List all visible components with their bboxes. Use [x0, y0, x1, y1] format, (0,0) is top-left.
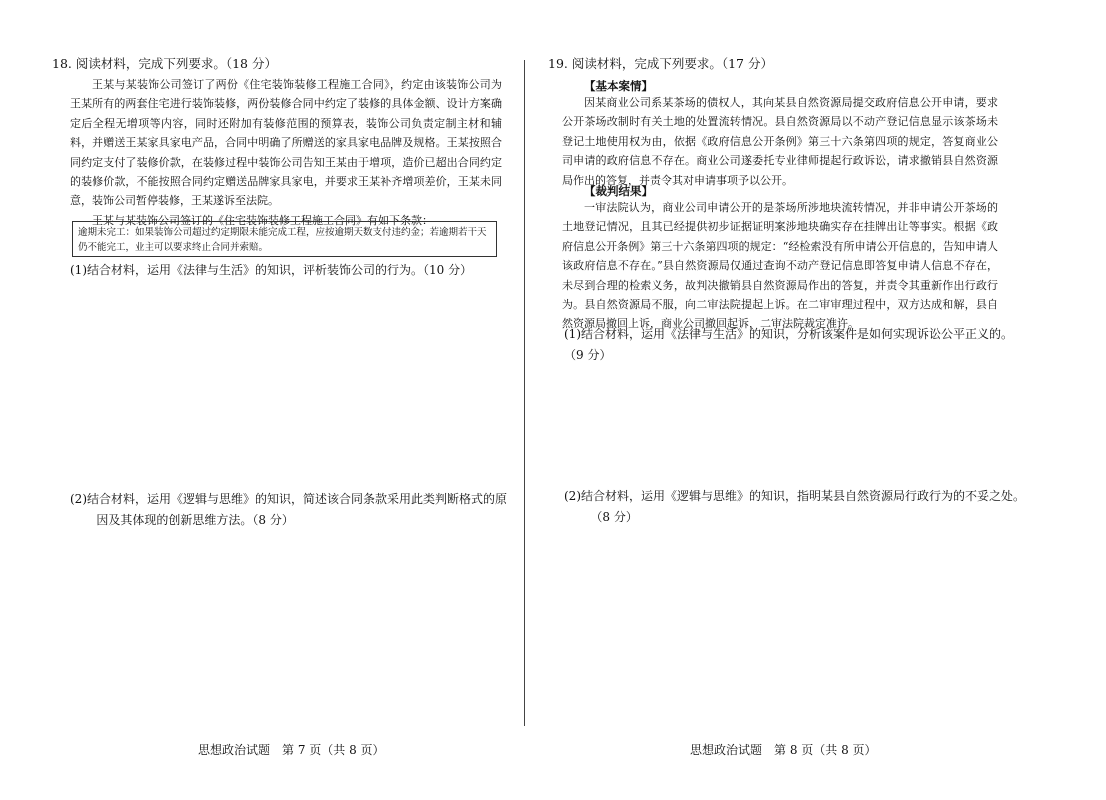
result-text-block [562, 198, 998, 334]
contract-clause-box: 逾期未完工：如果装饰公司超过约定期限未能完成工程，应按逾期天数支付违约金；若逾期若干天仍不能完工，业主可以要求终止合同并索赔。 [72, 221, 497, 257]
clause-intro: 王某与某装饰公司签订的《住宅装饰装修工程施工合同》有如下条款： [92, 213, 433, 227]
result-heading: 【裁判结果】 [584, 184, 653, 198]
case-heading: 【基本案情】 [584, 79, 653, 93]
question-18-part-2 [70, 489, 510, 531]
question-19-part-2 [564, 486, 1034, 528]
question-18-part-2-text: (2)结合材料，运用《逻辑与思维》的知识，简述该合同条款采用此类判断格式的原因及其体现的创新思维方法。（8 分） [70, 492, 508, 527]
result-text: 一审法院认为，商业公司申请公开的是茶场所涉地块流转情况，并非申请公开茶场的土地登记情况，且其已经提供初步证据证明案涉地块确实存在挂牌出让等事实。根据《政府信息公开条例》第三十六条第四项的规定：“经检索没有所申请公开信息的，告知申请人该政府信息不存在。”县自然资源局仅通过查询不动产登记信息即答复申请人信息不存在，未尽到合理的检索义务，故判决撤销县自然资源局作出的答复，并责令其重新作出行政行为。县自然资源局不服，向二审法院提起上诉。在二审审理过程中，双方达成和解，县自然资源局撤回上诉，商业公司撤回起诉，二审法院裁定准许。 [562, 201, 998, 331]
page-footer-7: 思想政治试题 第 7 页（共 8 页） [198, 743, 385, 757]
question-18-material [70, 75, 502, 230]
page-divider [524, 60, 525, 726]
page-footer-8: 思想政治试题 第 8 页（共 8 页） [690, 743, 877, 757]
material-paragraph: 王某与某装饰公司签订了两份《住宅装饰装修工程施工合同》，约定由该装饰公司为王某所有的两套住宅进行装饰装修，两份装修合同中约定了装修的具体金额、设计方案确定后全程无增项等内容，同时还附加有装修范围的预算表，装饰公司负责定制主材和辅料，并赠送王某家具家电产品，合同中明确了所赠送的家具家电品牌及规格。王某按照合同约定支付了装修价款，在装修过程中装饰公司告知王某由于增项，造价已超出合同约定的装修价款，不能按照合同约定赠送品牌家具家电，并要求王某补齐增项差价，王某未同意，装饰公司暂停装修，王某遂诉至法院。 [70, 78, 502, 208]
case-text: 因某商业公司系某茶场的债权人，其向某县自然资源局提交政府信息公开申请，要求公开茶场改制时有关土地的处置流转情况。县自然资源局以不动产登记信息显示该茶场未登记土地使用权为由，依据《政府信息公开条例》第三十六条第四项的规定，答复商业公司申请的政府信息不存在。商业公司遂委托专业律师提起行政诉讼，请求撤销县自然资源局作出的答复，并责令其对申请事项予以公开。 [562, 96, 998, 187]
question-19-part-1: (1)结合材料，运用《法律与生活》的知识，分析该案件是如何实现诉讼公平正义的。（9 分） [564, 327, 1014, 362]
right-page [526, 0, 1106, 800]
question-18-part-1: (1)结合材料，运用《法律与生活》的知识，评析装饰公司的行为。（10 分） [70, 263, 473, 277]
left-page [0, 0, 524, 800]
question-19-title: 19. 阅读材料，完成下列要求。（17 分） [548, 56, 773, 71]
case-text-block [562, 93, 998, 190]
question-19-part-2-text: (2)结合材料，运用《逻辑与思维》的知识，指明某县自然资源局行政行为的不妥之处。（8 分） [564, 489, 1026, 524]
question-18-title: 18. 阅读材料，完成下列要求。（18 分） [52, 56, 277, 71]
